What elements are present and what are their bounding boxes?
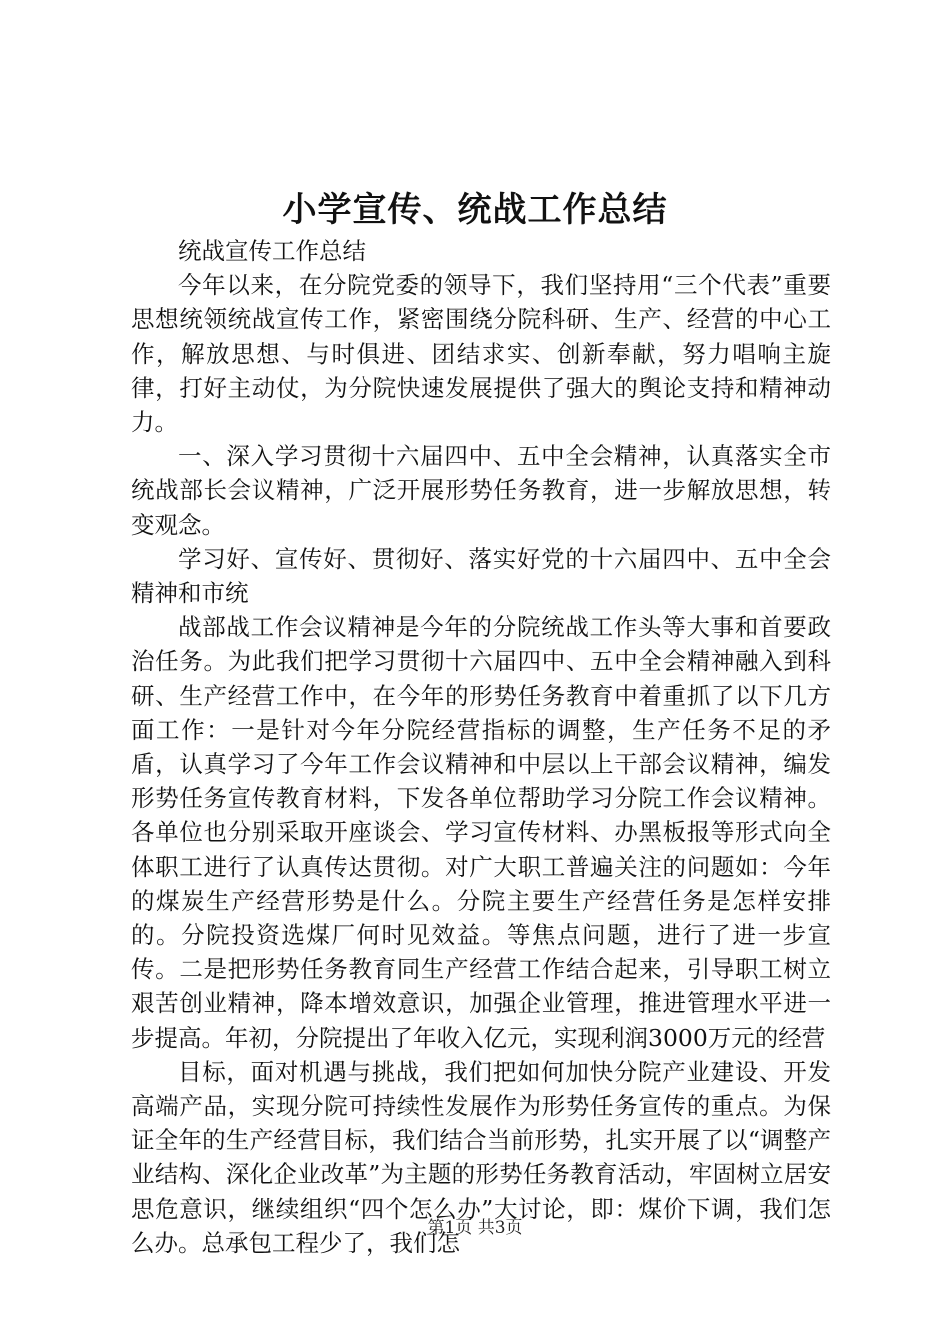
paragraph: 学习好、宣传好、贯彻好、落实好党的十六届四中、五中全会精神和市统 <box>131 544 831 608</box>
document-title: 小学宣传、统战工作总结 <box>282 190 668 230</box>
paragraph: 今年以来，在分院党委的领导下，我们坚持用“三个代表”重要思想统领统战宣传工作，紧密围绕分院科研、生产、经营的中心工作，解放思想、与时俱进、团结求实、创新奉献，努力唱响主旋律，打好主动仗，为分院快速发展提供了强大的舆论支持和精神动力。 <box>131 271 831 437</box>
page-number-footer: 第1页 共3页 <box>427 1218 523 1238</box>
paragraph: 目标，面对机遇与挑战，我们把如何加快分院产业建设、开发高端产品，实现分院可持续性发展作为形势任务宣传的重点。为保证全年的生产经营目标，我们结合当前形势，扎实开展了以“调整产业结构、深化企业改革”为主题的形势任务教育活动，牢固树立居安思危意识，继续组织“四个怎么办”大讨论，即：煤价下调，我们怎么办。总承包工程少了，我们怎 <box>131 1057 831 1257</box>
paragraph-subtitle: 统战宣传工作总结 <box>178 237 366 265</box>
document-body <box>131 234 831 1260</box>
paragraph: 战部战工作会议精神是今年的分院统战工作头等大事和首要政治任务。为此我们把学习贯彻十六届四中、五中全会精神融入到科研、生产经营工作中，在今年的形势任务教育中着重抓了以下几方面工作：一是针对今年分院经营指标的调整，生产任务不足的矛盾，认真学习了今年工作会议精神和中层以上干部会议精神，编发形势任务宣传教育材料，下发各单位帮助学习分院工作会议精神。各单位也分别采取开座谈会、学习宣传材料、办黑板报等形式向全体职工进行了认真传达贯彻。对广大职工普遍关注的问题如：今年的煤炭生产经营形势是什么。分院主要生产经营任务是怎样安排的。分院投资选煤厂何时见效益。等焦点问题，进行了进一步宣传。二是把形势任务教育同生产经营工作结合起来，引导职工树立艰苦创业精神，降本增效意识，加强企业管理，推进管理水平进一步提高。年初，分院提出了年收入亿元，实现利润3000万元的经营 <box>131 613 831 1052</box>
paragraph: 一、深入学习贯彻十六届四中、五中全会精神，认真落实全市统战部长会议精神，广泛开展形势任务教育，进一步解放思想，转变观念。 <box>131 442 831 539</box>
